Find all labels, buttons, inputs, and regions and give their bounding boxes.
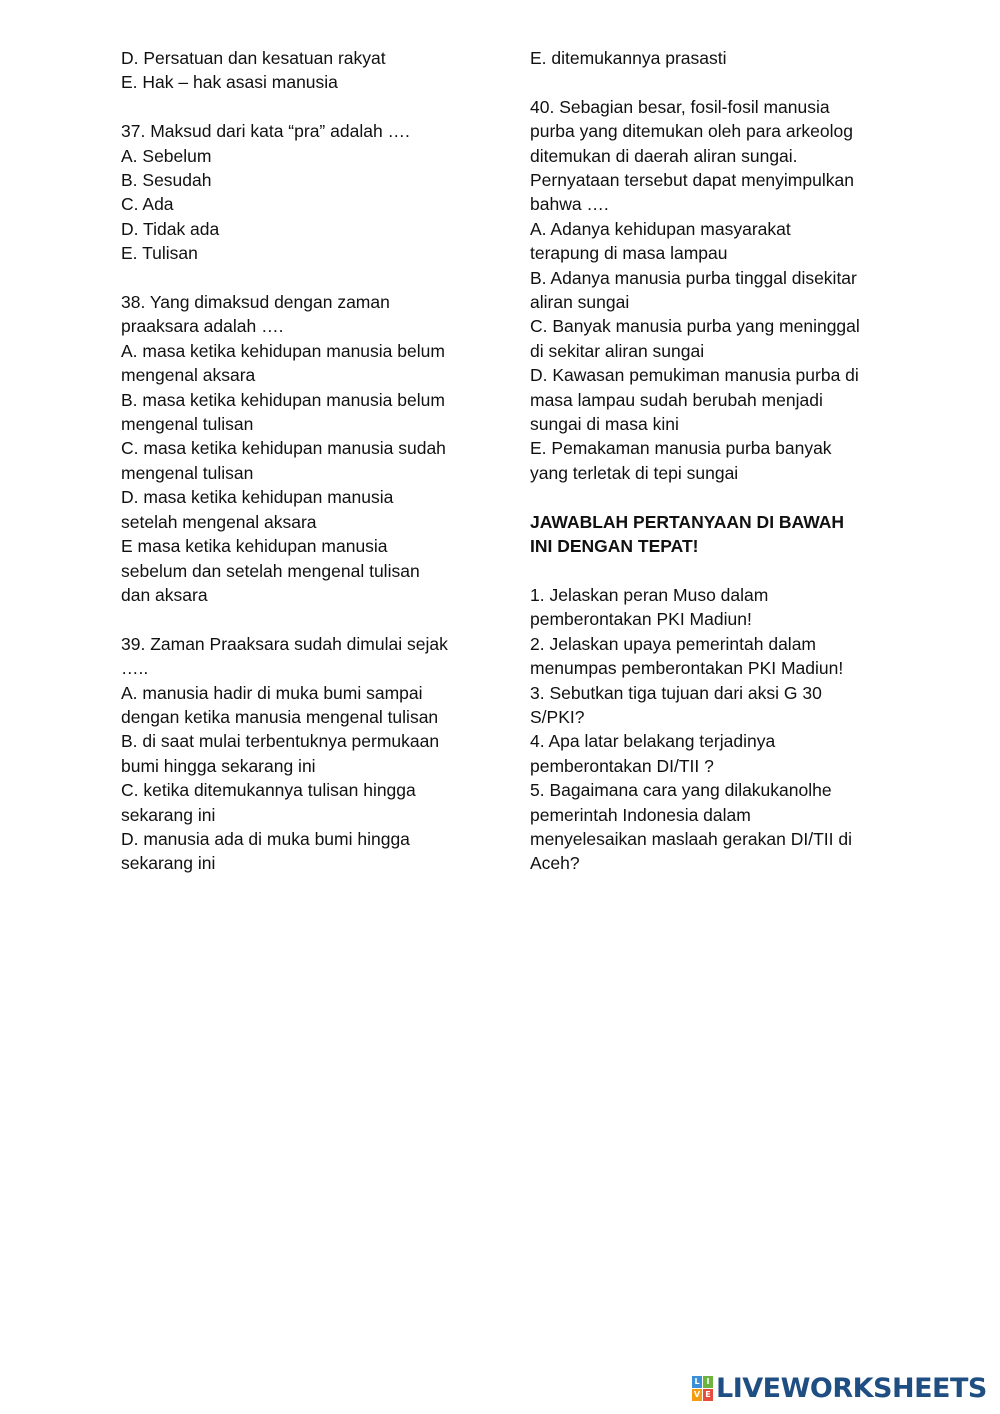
blank-line — [530, 70, 890, 94]
text-line: yang terletak di tepi sungai — [530, 462, 739, 483]
text-line: sekarang ini — [121, 804, 216, 825]
logo-tile-3: V — [693, 1390, 701, 1399]
text-line: mengenal tulisan — [121, 462, 254, 483]
liveworksheets-logo-icon — [692, 1376, 714, 1402]
blank-line — [530, 485, 890, 509]
text-line: E. Tulisan — [121, 243, 198, 264]
text-line: di sekitar aliran sungai — [530, 340, 705, 361]
text-line: C. Banyak manusia purba yang meninggal — [530, 316, 860, 337]
blank-line — [530, 559, 890, 583]
right-column — [530, 46, 890, 876]
section-heading-line: JAWABLAH PERTANYAAN DI BAWAH — [530, 511, 845, 532]
text-line: E masa ketika kehidupan manusia — [121, 536, 388, 557]
text-line: Aceh? — [530, 853, 580, 874]
text-line: B. di saat mulai terbentuknya permukaan — [121, 731, 440, 752]
text-line: E. ditemukannya prasasti — [530, 48, 727, 68]
text-line: 39. Zaman Praaksara sudah dimulai sejak — [121, 633, 448, 654]
text-line: A. masa ketika kehidupan manusia belum — [121, 340, 445, 361]
text-line: sekarang ini — [121, 853, 216, 874]
text-line: B. masa ketika kehidupan manusia belum — [121, 389, 445, 410]
liveworksheets-logo — [692, 1373, 987, 1405]
text-line: S/PKI? — [530, 706, 585, 727]
section-heading-line: INI DENGAN TEPAT! — [530, 536, 699, 557]
text-line: setelah mengenal aksara — [121, 511, 317, 532]
text-line: aliran sungai — [530, 292, 630, 313]
text-line: D. manusia ada di muka bumi hingga — [121, 828, 410, 849]
text-line: 2. Jelaskan upaya pemerintah dalam — [530, 633, 817, 654]
text-line: D. Tidak ada — [121, 218, 220, 239]
text-line: D. Kawasan pemukiman manusia purba di — [530, 365, 859, 386]
text-line: B. Adanya manusia purba tinggal disekitar — [530, 267, 857, 288]
text-line: D. Persatuan dan kesatuan rakyat — [121, 48, 386, 68]
text-line: dengan ketika manusia mengenal tulisan — [121, 706, 439, 727]
text-line: 37. Maksud dari kata “pra” adalah …. — [121, 121, 410, 142]
text-line: A. manusia hadir di muka bumi sampai — [121, 682, 423, 703]
text-line: masa lampau sudah berubah menjadi — [530, 389, 823, 410]
text-line: A. Adanya kehidupan masyarakat — [530, 218, 791, 239]
blank-line — [121, 266, 476, 290]
text-line: 5. Bagaimana cara yang dilakukanolhe — [530, 780, 832, 801]
text-line: terapung di masa lampau — [530, 243, 728, 264]
logo-tile-4: E — [703, 1389, 713, 1401]
text-line: pemberontakan PKI Madiun! — [530, 609, 752, 630]
text-line: C. masa ketika kehidupan manusia sudah — [121, 438, 446, 459]
text-line: bahwa …. — [530, 194, 609, 215]
text-line: menumpas pemberontakan PKI Madiun! — [530, 658, 844, 679]
text-line: B. Sesudah — [121, 170, 212, 191]
text-line: ….. — [121, 658, 149, 679]
text-line: D. masa ketika kehidupan manusia — [121, 487, 394, 508]
logo-text: LIVEWORKSHEETS — [716, 1372, 987, 1404]
text-line: ditemukan di daerah aliran sungai. — [530, 145, 798, 166]
text-line: menyelesaikan maslaah gerakan DI/TII di — [530, 828, 852, 849]
text-line: sebelum dan setelah mengenal tulisan — [121, 560, 420, 581]
left-column — [121, 46, 476, 876]
text-line: purba yang ditemukan oleh para arkeolog — [530, 121, 853, 142]
text-line: 40. Sebagian besar, fosil-fosil manusia — [530, 96, 830, 117]
text-line: 1. Jelaskan peran Muso dalam — [530, 584, 769, 605]
text-line: 38. Yang dimaksud dengan zaman — [121, 292, 390, 313]
text-line: Pernyataan tersebut dapat menyimpulkan — [530, 170, 854, 191]
text-line: A. Sebelum — [121, 145, 212, 166]
text-line: pemerintah Indonesia dalam — [530, 804, 751, 825]
text-line: mengenal aksara — [121, 365, 256, 386]
text-line: 3. Sebutkan tiga tujuan dari aksi G 30 — [530, 682, 822, 703]
logo-tile-2: I — [703, 1376, 713, 1388]
blank-line — [121, 95, 476, 119]
logo-tile-1: L — [692, 1376, 702, 1388]
text-line: C. Ada — [121, 194, 174, 215]
text-line: pemberontakan DI/TII ? — [530, 755, 714, 776]
text-line: E. Hak – hak asasi manusia — [121, 72, 338, 93]
text-line: dan aksara — [121, 584, 208, 605]
text-line: sungai di masa kini — [530, 414, 679, 435]
text-line: E. Pemakaman manusia purba banyak — [530, 438, 832, 459]
blank-line — [121, 607, 476, 631]
text-line: praaksara adalah …. — [121, 316, 284, 337]
text-line: C. ketika ditemukannya tulisan hingga — [121, 780, 416, 801]
text-line: bumi hingga sekarang ini — [121, 755, 316, 776]
text-line: mengenal tulisan — [121, 414, 254, 435]
text-line: 4. Apa latar belakang terjadinya — [530, 731, 776, 752]
